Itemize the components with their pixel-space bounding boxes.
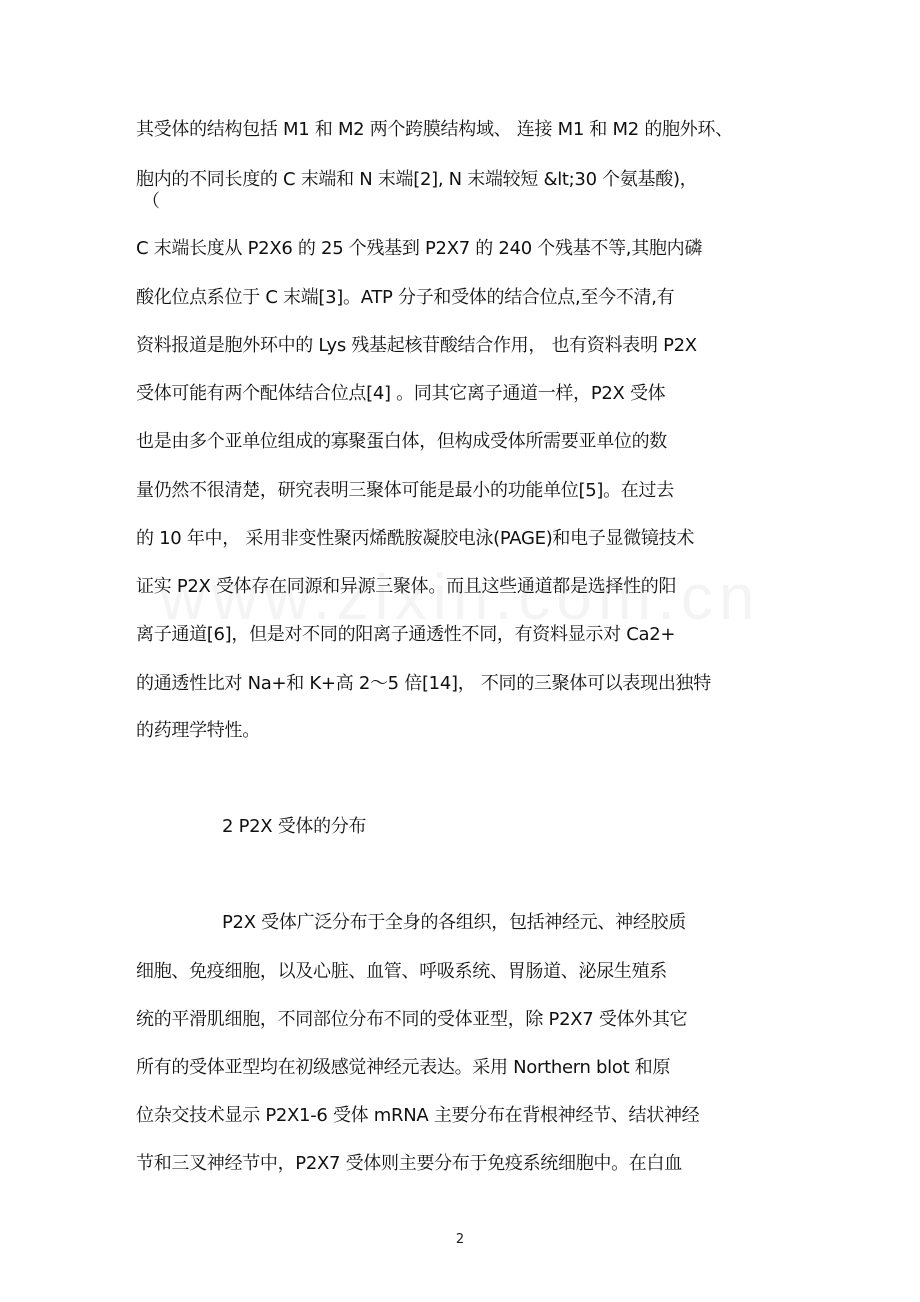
paragraph-line: 的药理学特性。 (136, 720, 260, 741)
paragraph-line: C 末端长度从 P2X6 的 25 个残基到 P2X7 的 240 个残基不等,其胞内磷 (136, 238, 703, 259)
paragraph-line: 所有的受体亚型均在初级感觉神经元表达。采用 Northern blot 和原 (136, 1057, 671, 1078)
paragraph-line: 受体可能有两个配体结合位点[4] 。同其它离子通道一样，P2X 受体 (136, 383, 666, 404)
paragraph-line: 酸化位点系位于 C 末端[3]。ATP 分子和受体的结合位点,至今不清,有 (136, 287, 675, 308)
paragraph-line: （ (142, 191, 160, 212)
paragraph-line: 位杂交技术显示 P2X1-6 受体 mRNA 主要分布在背根神经节、结状神经 (136, 1105, 700, 1126)
paragraph-line: 量仍然不很清楚，研究表明三聚体可能是最小的功能单位[5]。在过去 (136, 480, 674, 501)
paragraph-line: P2X 受体广泛分布于全身的各组织，包括神经元、神经胶质 (222, 912, 686, 933)
paragraph-line: 的通透性比对 Na+和 K+高 2～5 倍[14]， 不同的三聚体可以表现出独特 (136, 673, 711, 694)
section-heading: 2 P2X 受体的分布 (222, 816, 367, 837)
page-number: 2 (455, 1232, 465, 1247)
paragraph-line: 证实 P2X 受体存在同源和异源三聚体。而且这些通道都是选择性的阳 (136, 576, 677, 597)
paragraph-line: 统的平滑肌细胞，不同部位分布不同的受体亚型，除 P2X7 受体外其它 (136, 1009, 688, 1030)
paragraph-line: 也是由多个亚单位组成的寡聚蛋白体，但构成受体所需要亚单位的数 (136, 431, 667, 452)
paragraph-line: 资料报道是胞外环中的 Lys 残基起核苷酸结合作用， 也有资料表明 P2X (136, 335, 697, 356)
paragraph-line: 的 10 年中， 采用非变性聚丙烯酰胺凝胶电泳(PAGE)和电子显微镜技术 (136, 528, 695, 549)
paragraph-line: 胞内的不同长度的 C 末端和 N 末端[2], N 末端较短 &lt;30 个氨基酸)， (136, 169, 698, 190)
paragraph-line: 离子通道[6]，但是对不同的阳离子通透性不同，有资料显示对 Ca2+ (136, 624, 676, 645)
paragraph-line: 节和三叉神经节中，P2X7 受体则主要分布于免疫系统细胞中。在白血 (136, 1153, 682, 1174)
paragraph-line: 细胞、免疫细胞，以及心脏、血管、呼吸系统、胃肠道、泌尿生殖系 (136, 961, 667, 982)
paragraph-line: 其受体的结构包括 M1 和 M2 两个跨膜结构域、 连接 M1 和 M2 的胞外环、 (136, 119, 733, 140)
